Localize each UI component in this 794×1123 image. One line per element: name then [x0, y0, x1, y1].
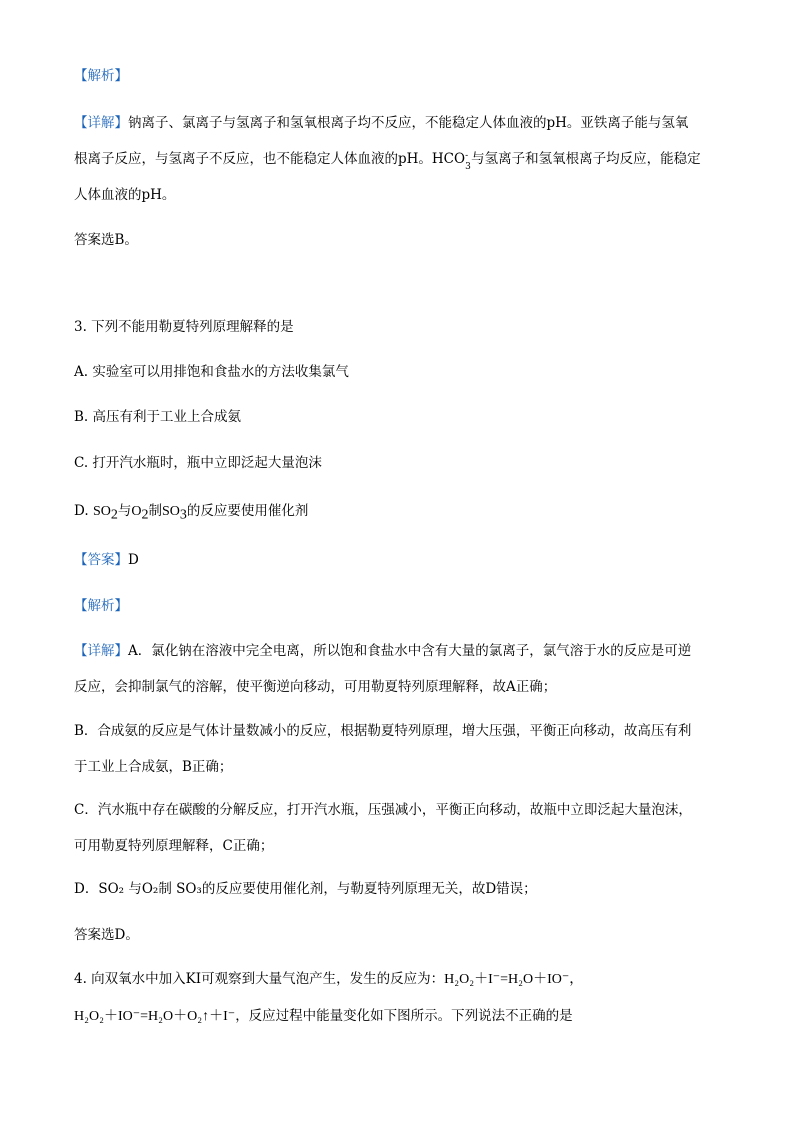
answer-line: 答案选D。 [74, 927, 139, 943]
detail-paragraph-line: B．合成氨的反应是气体计量数减小的反应，根据勒夏特列原理，增大压强，平衡正向移动，故高压有利 [74, 723, 692, 739]
detail-paragraph-line: D．SO₂ 与O₂制 SO₃的反应要使用催化剂，与勒夏特列原理无关，故D错误； [74, 881, 537, 897]
detail-paragraph-line: 人体血液的pH。 [74, 187, 176, 203]
detail-paragraph-line: C．汽水瓶中存在碳酸的分解反应，打开汽水瓶，压强减小，平衡正向移动，故瓶中立即泛起大量泡沫， [74, 802, 692, 818]
analysis-tag: 【解析】 [74, 68, 128, 84]
question-stem-continued: H₂O₂＋IO⁻=H₂O＋O₂↑＋I⁻，反应过程中能量变化如下图所示。下列说法不正确的是 [74, 1008, 573, 1024]
detail-paragraph-line: 根离子反应，与氢离子不反应，也不能稳定人体血液的pH。HCO - 3 与氢离子和氢氧根离子均反应，能稳定 [74, 151, 701, 172]
analysis-tag: 【解析】 [74, 598, 128, 614]
detail-paragraph-line: 可用勒夏特列原理解释，C正确； [74, 838, 274, 854]
option-b: B. 高压有利于工业上合成氨 [74, 409, 242, 425]
question-stem: 4. 向双氧水中加入KI可观察到大量气泡产生，发生的反应为：H₂O₂＋I⁻=H₂O＋IO⁻， [74, 971, 584, 987]
detail-paragraph-line: 【详解】A．氯化钠在溶液中完全电离，所以饱和食盐水中含有大量的氯离子，氯气溶于水的反应是可逆 [74, 643, 692, 659]
option-c: C. 打开汽水瓶时，瓶中立即泛起大量泡沫 [74, 455, 322, 471]
answer-line: 答案选B。 [74, 232, 138, 248]
detail-paragraph-line: 【详解】钠离子、氯离子与氢离子和氢氧根离子均不反应，不能稳定人体血液的pH。亚铁离子能与氢氧 [74, 115, 689, 131]
answer-tag-line: 【答案】D [74, 552, 139, 568]
option-d: D. $SO_2$与$O_2$制$SO_3$的反应要使用催化剂 [74, 503, 309, 523]
option-a: A. 实验室可以用排饱和食盐水的方法收集氯气 [74, 364, 349, 380]
detail-paragraph-line: 反应，会抑制氯气的溶解，使平衡逆向移动，可用勒夏特列原理解释，故A正确； [74, 679, 557, 695]
detail-paragraph-line: 于工业上合成氨，B正确； [74, 759, 233, 775]
question-stem: 3. 下列不能用勒夏特列原理解释的是 [74, 319, 294, 335]
